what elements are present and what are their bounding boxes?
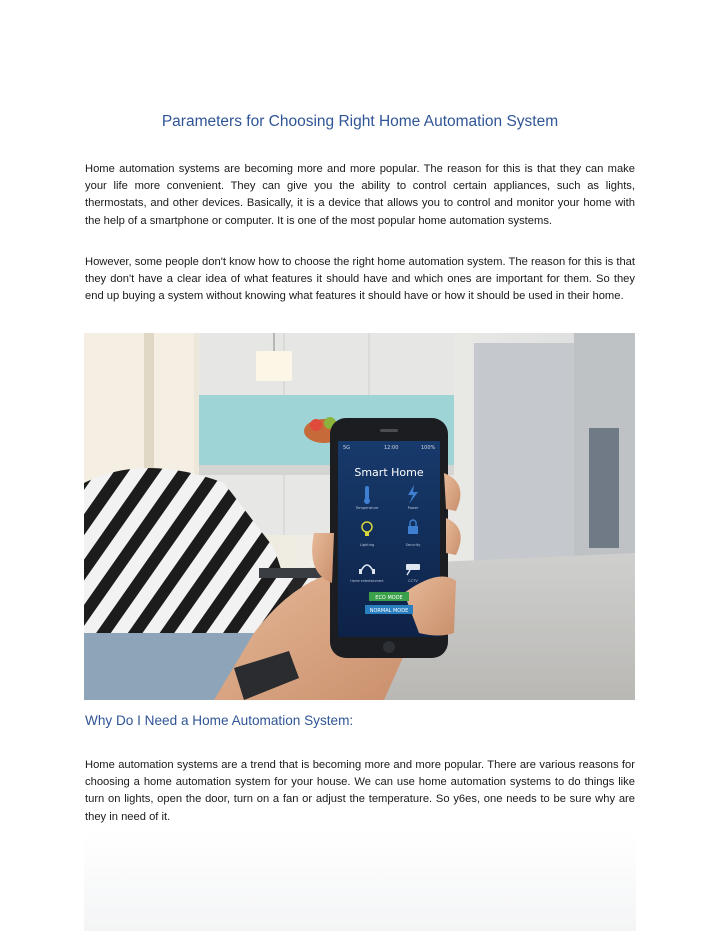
smart-home-photo (84, 333, 635, 700)
eco-mode-label: ECO MODE (375, 595, 403, 601)
tile-label: Lighting (359, 543, 375, 547)
thermometer-icon (365, 486, 369, 500)
page-title: Parameters for Choosing Right Home Automation System (161, 113, 559, 130)
intro-paragraph: Home automation systems are becoming more and more popular. The reason for this is that they can make your life more convenient. They can give you the ability to control certain appliances, such as lights, thermostats, and other devices. Basically, it is a device that allows you to control and monitor your home with the help of a smartphone or computer. It is one of the most popular home automation systems. (85, 163, 635, 227)
page-fade (84, 830, 636, 931)
tile-label: Home entertainment (350, 579, 384, 583)
tile-label: Security (405, 543, 421, 547)
normal-mode-label: NORMAL MODE (369, 608, 409, 614)
lock-icon (408, 526, 418, 534)
cctv-camera-icon (406, 564, 420, 570)
upper-cabinets (199, 333, 454, 395)
tile-label: CCTV (408, 579, 418, 583)
tile-label: Temperature (355, 506, 379, 510)
app-title: Smart Home (354, 466, 424, 479)
door (474, 343, 574, 593)
appliance (589, 428, 619, 548)
status-battery: 100% (421, 445, 436, 451)
status-time: 12:00 (384, 445, 399, 451)
pendant-lamp (256, 351, 292, 381)
photo-illustration (84, 333, 635, 700)
section-heading: Why Do I Need a Home Automation System: (85, 713, 354, 728)
section-paragraph: Home automation systems are a trend that is becoming more and more popular. There are various reasons for choosing a home automation system for your house. We can use home automation systems to do things like turn on lights, open the door, turn on a fan or adjust the temperature. So y6es, one needs to be sure why are they in need of it. (85, 759, 635, 823)
status-signal: 5G (343, 445, 351, 451)
tile-label: Power (407, 506, 419, 510)
second-paragraph: However, some people don't know how to choose the right home automation system. The reason for this is that they don't have a clear idea of what features it should have and which ones are important for them. So they end up buying a system without knowing what features it should have or how it should be used in their home. (85, 256, 635, 303)
